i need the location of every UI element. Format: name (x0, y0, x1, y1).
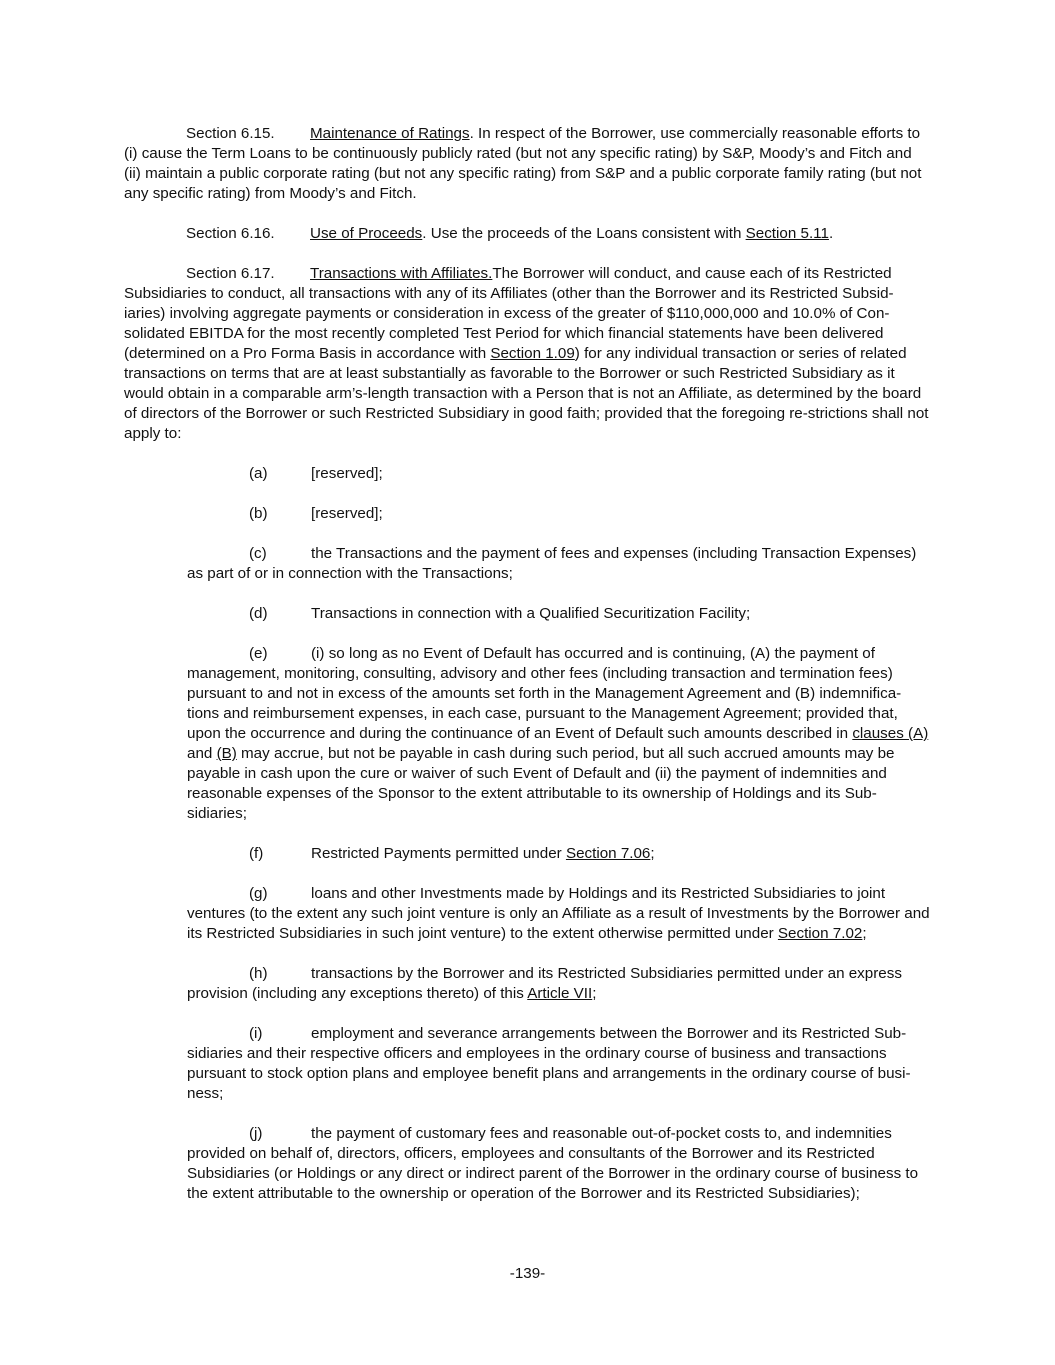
clause-i (187, 1024, 932, 1104)
section-6-15 (124, 124, 932, 204)
clause-label: (f) (249, 845, 264, 862)
clause-text: Transactions in connection with a Qualified Securitization Facility; (311, 605, 751, 622)
clause-label: (c) (249, 545, 267, 562)
clause-label: (h) (249, 965, 268, 982)
section-6-16 (124, 224, 932, 244)
clause-c (187, 544, 932, 584)
clause-a (187, 464, 932, 484)
clause-text-end: ; (592, 985, 597, 1002)
clause-h (187, 964, 932, 1004)
clause-text: (i) so long as no Event of Default has occurred and is continuing, (A) the payment of management, monitoring, consulting, advisory and other fees (including transaction and termination fees) pursuant to and not in excess of the amounts set forth in the Management Agreement and (B) indemnifica-tions and reimbursement expenses, in each case, pursuant to the Management Agreement; provided that, upon the occurrence and during the continuance of an Event of Default such amounts described in (187, 645, 902, 742)
clause-f (187, 844, 932, 864)
section-text-end: ) for any individual transaction or series of related transactions on terms that are at least substantially as favorable to the Borrower or such Restricted Subsidiary as it would obtain in a comparable arm’s-length transaction with a Person that is not an Affiliate, as determined by the board of directors of the Borrower or such Restricted Subsidiary in good faith; provided that the foregoing re-strictions shall not apply to: (124, 345, 929, 442)
page-number: -139- (509, 1265, 546, 1282)
clause-text: and (187, 745, 217, 762)
clause-label: (i) (249, 1025, 263, 1042)
clause-j (187, 1124, 932, 1204)
clause-label: (e) (249, 645, 268, 662)
cross-reference: Section 7.06 (565, 845, 651, 862)
section-title: Maintenance of Ratings (310, 125, 470, 142)
clause-d (187, 604, 932, 624)
section-number: Section 6.16. (186, 225, 275, 242)
clause-g (187, 884, 932, 944)
clause-label: (g) (249, 885, 268, 902)
clause-label: (j) (249, 1125, 263, 1142)
section-title: Transactions with Affiliates. (310, 265, 493, 282)
section-text: The Borrower will conduct, and cause each of its Restricted Subsidiaries to conduct, all transactions with any of its Affiliates (other than the Borrower and its Restricted Subsid-iaries) involving aggregate payments or consideration in excess of the greater of $110,000,000 and 10.0% of Con-solidated EBITDA for the most recently completed Test Period for which financial statements have been delivered (determined on a Pro Forma Basis in accordance with (124, 265, 894, 362)
cross-reference: Section 5.11 (745, 225, 829, 242)
section-number: Section 6.17. (186, 265, 275, 282)
clause-text: [reserved]; (311, 465, 383, 482)
section-text: . In respect of the Borrower, use commercially reasonable efforts to (i) cause the Term Loans to be continuously publicly rated (but not any specific rating) by S&P, Moody’s and Fitch and (ii) maintain a public corporate rating (but not any specific rating) from S&P and a public corporate family rating (but not any specific rating) from Moody’s and Fitch. (124, 125, 922, 202)
clause-label: (d) (249, 605, 268, 622)
clause-e (187, 644, 932, 824)
section-6-17 (124, 264, 932, 444)
cross-reference: (B) (216, 745, 237, 762)
cross-reference: Section 1.09 (490, 345, 575, 362)
section-number: Section 6.15. (186, 125, 275, 142)
clause-label: (a) (249, 465, 268, 482)
clause-text: employment and severance arrangements between the Borrower and its Restricted Sub-sidiaries and their respective officers and employees in the ordinary course of business and transactions pursuant to stock option plans and employee benefit plans and arrangements in the ordinary course of busi-ness; (187, 1025, 911, 1102)
section-text-end: . (828, 225, 834, 242)
clause-label: (b) (249, 505, 268, 522)
cross-reference: Article VII (527, 985, 593, 1002)
clause-b (187, 504, 932, 524)
cross-reference: clauses (A) (852, 725, 929, 742)
clause-text: loans and other Investments made by Holdings and its Restricted Subsidiaries to joint ventures (to the extent any such joint venture is only an Affiliate as a result of Investments by the Borrower and its Restricted Subsidiaries in such joint venture) to the extent otherwise permitted under (187, 885, 930, 942)
clause-text-end: ; (862, 925, 867, 942)
clause-text: Restricted Payments permitted under (311, 845, 566, 862)
clause-text: [reserved]; (311, 505, 383, 522)
clause-text: may accrue, but not be payable in cash during such period, but all such accrued amounts may be payable in cash upon the cure or waiver of such Event of Default and (ii) the payment of indemnities and reasonable expenses of the Sponsor to the extent attributable to its ownership of Holdings and its Sub-sidiaries; (187, 745, 895, 822)
clause-text-end: ; (650, 845, 655, 862)
clause-text: transactions by the Borrower and its Restricted Subsidiaries permitted under an express provision (including any exceptions thereto) of this (187, 965, 902, 1002)
clause-text: the Transactions and the payment of fees and expenses (including Transaction Expenses) as part of or in connection with the Transactions; (187, 545, 917, 582)
section-text: . Use the proceeds of the Loans consistent with (422, 225, 746, 242)
clause-text: the payment of customary fees and reasonable out-of-pocket costs to, and indemnities provided on behalf of, directors, officers, employees and consultants of the Borrower and its Restricted Subsidiaries (or Holdings or any direct or indirect parent of the Borrower in the ordinary course of business to the extent attributable to the ownership or operation of the Borrower and its Restricted Subsidiaries); (187, 1125, 919, 1202)
cross-reference: Section 7.02 (777, 925, 863, 942)
section-title: Use of Proceeds (310, 225, 423, 242)
